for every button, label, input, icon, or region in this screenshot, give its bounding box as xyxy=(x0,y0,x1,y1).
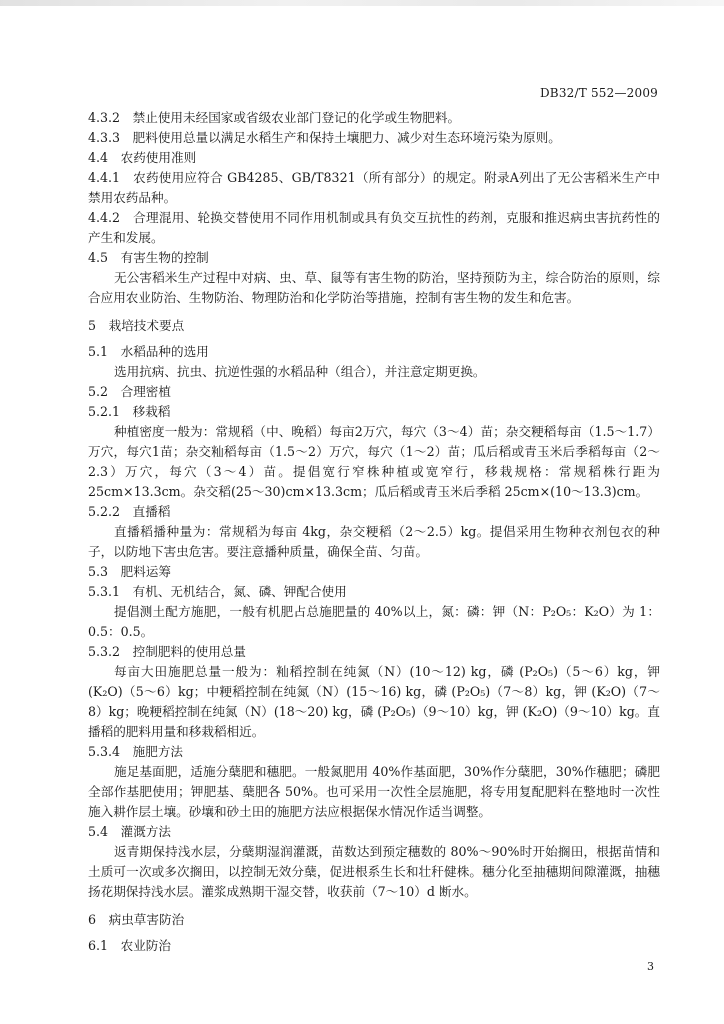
heading-5-2-2: 5.2.2 直播稻 xyxy=(88,504,171,519)
paragraph-5-2-2: 直播稻播种量为：常规稻为每亩 4kg，杂交粳稻（2～2.5）kg。提倡采用生物种衣剂包衣的种子，以防地下害虫危害。要注意播种质量，确保全苗、匀苗。 xyxy=(88,524,660,559)
document-number: DB32/T 552—2009 xyxy=(539,86,658,100)
heading-4-4: 4.4 农药使用准则 xyxy=(88,150,197,165)
paragraph-5-3-1: 提倡测土配方施肥，一般有机肥占总施肥量的 40%以上，氮：磷：钾（N：P₂O₅：K₂O）为 1：0.5：0.5。 xyxy=(88,604,660,639)
paragraph-5-2-1: 种植密度一般为：常规稻（中、晚稻）每亩2万穴，每穴（3～4）苗；杂交粳稻每亩（1.5～1.7）万穴，每穴1苗；杂交籼稻每亩（1.5～2）万穴，每穴（1～2）苗；瓜后稻或青玉米后季稻每亩（2～2.3）万穴，每穴（3～4）苗。提倡宽行窄株种植或宽窄行，移栽规格：常规稻株行距为 25cm×13.3cm。杂交稻(25～30)cm×13.3cm；瓜后稻或青玉米后季稻 25cm×(10～13.3)cm。 xyxy=(88,424,660,499)
clause-4-3-3: 4.3.3 肥料使用总量以满足水稻生产和保持土壤肥力、减少对生态环境污染为原则。 xyxy=(88,130,561,145)
clause-4-4-1: 4.4.1 农药使用应符合 GB4285、GB/T8321（所有部分）的规定。附录A列出了无公害稻米生产中禁用农药品种。 xyxy=(88,170,660,205)
heading-5-4: 5.4 灌溉方法 xyxy=(88,824,171,839)
page-number: 3 xyxy=(647,960,654,973)
heading-6: 6 病虫草害防治 xyxy=(88,912,185,927)
paragraph-5-3-2: 每亩大田施肥总量一般为：籼稻控制在纯氮（N）(10～12) kg，磷 (P₂O₅)（5～6）kg，钾 (K₂O)（5～6）kg；中粳稻控制在纯氮（N）(15～16) kg，磷 (P₂O₅)（7～8）kg，钾 (K₂O)（7～8）kg；晚粳稻控制在纯氮（N）(18～20) kg，磷 (P₂O₅)（9～10）kg，钾 (K₂O)（9～10）kg。直播稻的肥料用量和移栽稻相近。 xyxy=(88,664,660,739)
heading-5-2: 5.2 合理密植 xyxy=(88,384,171,399)
heading-5-3: 5.3 肥料运筹 xyxy=(88,564,171,579)
paragraph-4-5: 无公害稻米生产过程中对病、虫、草、鼠等有害生物的防治，坚持预防为主，综合防治的原则，综合应用农业防治、生物防治、物理防治和化学防治等措施，控制有害生物的发生和危害。 xyxy=(88,270,660,305)
heading-5-3-2: 5.3.2 控制肥料的使用总量 xyxy=(88,644,246,659)
heading-5-3-4: 5.3.4 施肥方法 xyxy=(88,744,184,759)
paragraph-5-4: 返青期保持浅水层，分蘖期湿润灌溉，苗数达到预定穗数的 80%～90%时开始搁田，根据苗情和土质可一次或多次搁田，以控制无效分蘖，促进根系生长和壮秆健株。穗分化至抽穗期间隙灌溉，抽穗扬花期保持浅水层。灌浆成熟期干湿交替，收获前（7～10）d 断水。 xyxy=(88,844,660,899)
clause-4-3-2: 4.3.2 禁止使用未经国家或省级农业部门登记的化学或生物肥料。 xyxy=(88,110,461,125)
heading-4-5: 4.5 有害生物的控制 xyxy=(88,250,209,265)
heading-5-2-1: 5.2.1 移栽稻 xyxy=(88,404,171,419)
heading-5: 5 栽培技术要点 xyxy=(88,318,185,333)
heading-6-1: 6.1 农业防治 xyxy=(88,938,171,953)
paragraph-5-1: 选用抗病、抗虫、抗逆性强的水稻品种（组合），并注意定期更换。 xyxy=(114,364,486,379)
document-body xyxy=(88,108,660,956)
scan-edge xyxy=(0,0,724,6)
heading-5-1: 5.1 水稻品种的选用 xyxy=(88,344,209,359)
clause-4-4-2: 4.4.2 合理混用、轮换交替使用不同作用机制或具有负交互抗性的药剂，克服和推迟病虫害抗药性的产生和发展。 xyxy=(88,210,660,245)
heading-5-3-1: 5.3.1 有机、无机结合，氮、磷、钾配合使用 xyxy=(88,584,347,599)
paragraph-5-3-4: 施足基面肥，适施分蘖肥和穗肥。一般氮肥用 40%作基面肥，30%作分蘖肥，30%作穗肥；磷肥全部作基肥使用；钾肥基、蘖肥各 50%。也可采用一次性全层施肥，将专用复配肥料在整地时一次性施入耕作层土壤。砂壤和砂土田的施肥方法应根据保水情况作适当调整。 xyxy=(88,764,660,819)
